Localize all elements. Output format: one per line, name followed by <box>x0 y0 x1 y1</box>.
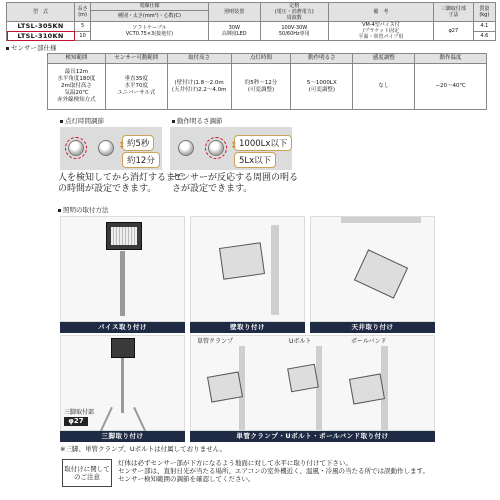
lamp-icon <box>349 373 385 404</box>
spec-row-weight: 4.1 <box>473 22 495 32</box>
wall-mount-caption: 壁取り付け <box>190 322 305 333</box>
pipe-mount-caption: パイス取り付け <box>60 322 185 333</box>
header-lighting: 照明装置 <box>208 3 260 22</box>
tripod-image <box>60 335 185 431</box>
sensor-header: 動作明るさ <box>291 54 353 64</box>
spec-lighting: 30W 高輝度LED <box>208 22 260 41</box>
sensor-header: 動作温度 <box>415 54 487 64</box>
header-cable-sub: 種別・太さ(mm²)・心数(C) <box>91 10 209 21</box>
sensor-detect: 最長12m 水平角度180度 2m取付高さ 気温20℃ 赤外線検知方式 <box>48 64 106 110</box>
spec-table <box>6 2 496 41</box>
header-cable: 電線仕様 <box>91 3 209 11</box>
sensor-header: 取付高さ <box>167 54 231 64</box>
lux-label: 動作明るさ調節 <box>172 116 223 125</box>
label-band: ポールバンド <box>351 338 387 345</box>
mounting-label: 照明の取付方法 <box>58 205 109 214</box>
sensor-header: 感度調整 <box>353 54 415 64</box>
sensor-header: 検知範囲 <box>48 54 106 64</box>
dial-icon <box>98 140 114 156</box>
label-clamp: 単管クランプ <box>197 338 234 345</box>
sensor-bright: 5〜1000LX (可変調整) <box>291 64 353 110</box>
timer-min: 約5秒 <box>122 135 154 151</box>
lux-max: 1000Lx以下 <box>234 135 292 151</box>
clamp-mount-caption: 単管クランプ・Uボルト・ポールバンド取り付け <box>190 431 435 442</box>
spec-remarks: VM-4型パイス付 /ブラケット固定 平面・単管パイプ用 <box>328 22 433 41</box>
dial-icon <box>178 140 194 156</box>
sensor-temp: −20〜40℃ <box>415 64 487 110</box>
header-weight: 質量 (kg) <box>473 3 495 22</box>
spec-row-model: LTSL-305KN <box>7 22 75 32</box>
highlight-ring <box>205 137 227 159</box>
tripod-size-label: 三脚取付部 <box>64 409 95 416</box>
tripod-phi-badge: φ27 <box>64 417 88 426</box>
lamp-icon <box>111 338 135 358</box>
spec-rating: 100V-30W 50/60Hz専用 <box>260 22 328 41</box>
timer-max: 約12分 <box>122 152 160 168</box>
sensor-movable: 垂直35度 水平70度 ユニバーサル式 <box>105 64 167 110</box>
caution-box: 取付けに関してのご注意 <box>62 459 112 487</box>
caution-line: センサー部は、直射日光が当たる場所、エアコンの室外機近く、温風・冷風の当たる所では誤動作します。 <box>118 467 430 475</box>
caution-line: 灯体は必ずセンサー部が下方になるよう地面に対して水平に取り付けて下さい。 <box>118 459 352 467</box>
lux-description: センサーが反応する周囲の明るさが設定できます。 <box>172 173 299 194</box>
spec-tripod: φ27 <box>434 22 474 41</box>
header-tripod: 三脚取付部 寸法 <box>434 3 474 22</box>
timer-label: 点灯時間調節 <box>60 116 104 125</box>
spec-row-length: 5 <box>75 22 91 32</box>
sensor-header: 点灯時間 <box>231 54 291 64</box>
tripod-caption: 三脚取り付け <box>60 431 185 442</box>
sensor-header: センサー可動範囲 <box>105 54 167 64</box>
sensor-time: 約5秒〜12分 (可変調整) <box>231 64 291 110</box>
caution-line: センサー検知範囲の調節を確認してください。 <box>118 475 255 483</box>
pipe-mount-image <box>60 216 185 322</box>
ceiling-mount-image <box>310 216 435 322</box>
spec-cable: ソフトケーブル VCT0.75×3(接地付) <box>91 22 209 41</box>
wall-mount-image <box>190 216 305 322</box>
header-remarks: 備 考 <box>328 3 433 22</box>
lamp-icon <box>106 222 142 250</box>
lamp-icon <box>219 242 265 280</box>
sensor-sens: なし <box>353 64 415 110</box>
timer-panel <box>60 127 162 170</box>
spec-row-model-selected: LTSL-310KN <box>7 31 75 41</box>
highlight-ring <box>65 137 87 159</box>
label-ubolt: Uボルト <box>289 338 312 345</box>
footnote: ※三脚、単管クランプ、Uボルトは付属しておりません。 <box>60 445 227 453</box>
lamp-icon <box>287 364 319 392</box>
clamp-mount-image <box>190 335 435 431</box>
lux-panel <box>170 127 292 170</box>
arrow-icon: ↕ <box>230 141 238 151</box>
header-model: 型 式 <box>7 3 75 22</box>
lux-min: 5Lx以下 <box>234 152 276 168</box>
caution-text <box>118 459 448 483</box>
sensor-table <box>47 53 487 110</box>
spec-row-weight: 4.6 <box>473 31 495 41</box>
lamp-icon <box>207 371 243 402</box>
ceiling-mount-caption: 天井取り付け <box>310 322 435 333</box>
header-length: 長さ (m) <box>75 3 91 22</box>
timer-description: 人を検知してから消灯するまでの時間が設定できます。 <box>58 173 185 194</box>
sensor-section-label: センサー部仕様 <box>6 43 57 52</box>
sensor-mount: (壁付け)1.8〜2.0m (天井付け)2.2〜4.0m <box>167 64 231 110</box>
header-rating: 定格 (電圧・消費電力) 周波数 <box>260 3 328 22</box>
spec-row-length: 10 <box>75 31 91 41</box>
arrow-icon: ↕ <box>118 141 126 151</box>
lamp-icon <box>354 249 408 298</box>
